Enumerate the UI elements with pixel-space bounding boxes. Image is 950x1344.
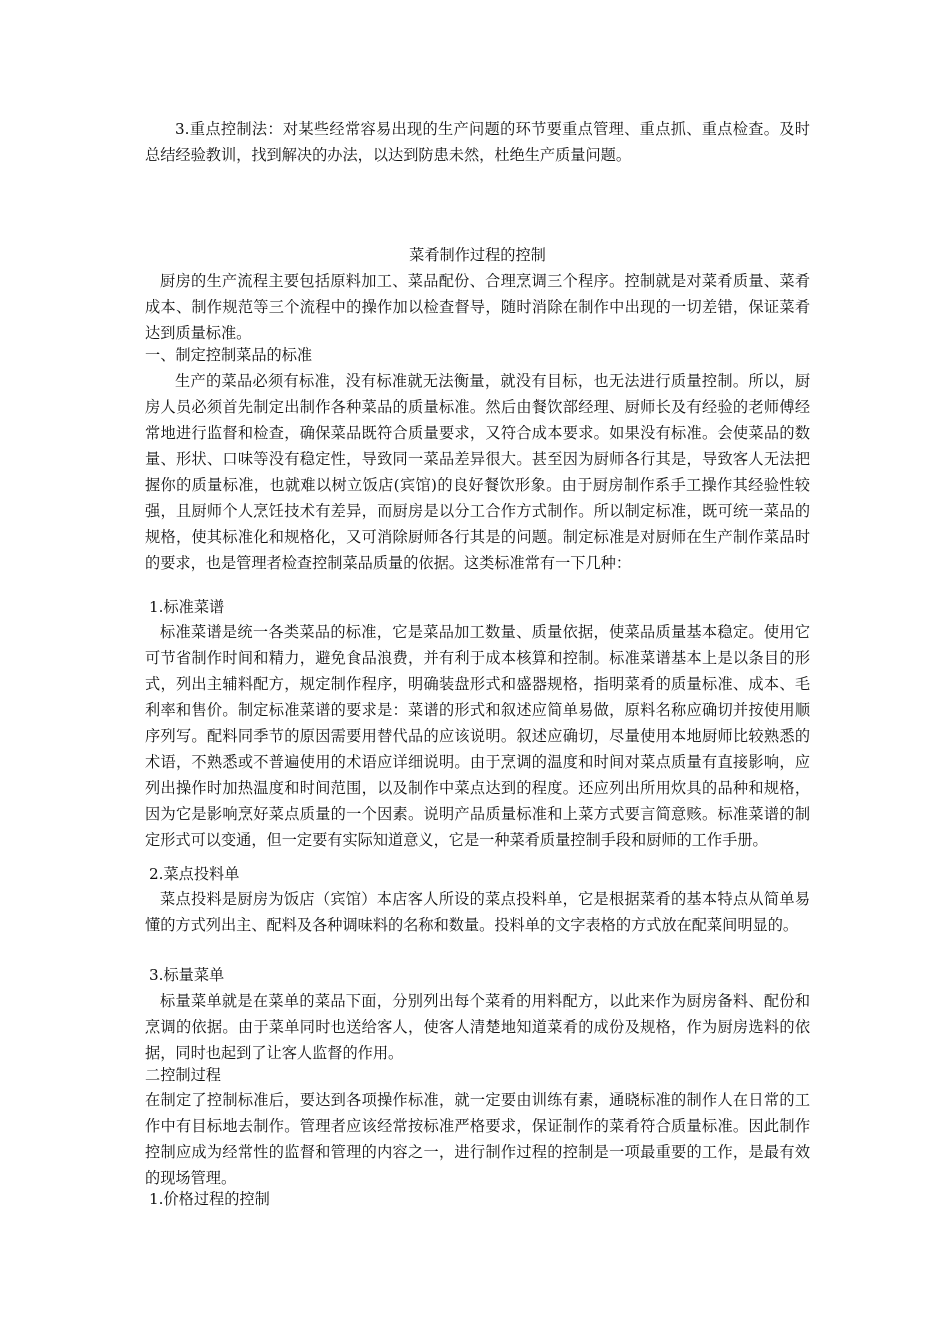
heading-ingredient-list: 2.菜点投料单: [149, 865, 240, 883]
paragraph-ingredient-list: 菜点投料是厨房为饭店（宾馆）本店客人所设的菜点投料单，它是根据菜肴的基本特点从简单易懂的方式列出主、配料及各种调味料的名称和数量。投料单的文字表格的方式放在配菜间明显的。: [145, 890, 810, 934]
paragraph-standards: 生产的菜品必须有标准，没有标准就无法衡量，就没有目标，也无法进行质量控制。所以，厨房人员必须首先制定出制作各种菜品的质量标准。然后由餐饮部经理、厨师长及有经验的老师傅经常地进行监督和检查，确保菜品既符合质量要求，又符合成本要求。如果没有标准。会使菜品的数量、形状、口味等没有稳定性，导致同一菜品差异很大。甚至因为厨师各行其是，导致客人无法把握你的质量标准，也就难以树立饭店(宾馆)的良好餐饮形象。由于厨房制作系手工操作其经验性较强，且厨师个人烹饪技术有差异，而厨房是以分工合作方式制作。所以制定标准，既可统一菜品的规格，使其标准化和规格化，又可消除厨师各行其是的问题。制定标准是对厨师在生产制作菜品时的要求，也是管理者检查控制菜品质量的依据。这类标准常有一下几种：: [145, 372, 810, 572]
heading-scaled-menu: 3.标量菜单: [149, 966, 225, 984]
heading-standards: 一、制定控制菜品的标准: [145, 346, 313, 364]
paragraph-overview: 厨房的生产流程主要包括原料加工、菜品配份、合理烹调三个程序。控制就是对菜肴质量、菜肴成本、制作规范等三个流程中的操作加以检查督导，随时消除在制作中出现的一切差错，保证菜肴达到质量标准。: [145, 272, 810, 342]
paragraph-key-control-method: 3.重点控制法：对某些经常容易出现的生产问题的环节要重点管理、重点抓、重点检查。及时总结经验教训，找到解决的办法，以达到防患未然，杜绝生产质量问题。: [145, 120, 810, 164]
paragraph-control-process: 在制定了控制标准后，要达到各项操作标准，就一定要由训练有素，通晓标准的制作人在日常的工作中有目标地去制作。管理者应该经常按标准严格要求，保证制作的菜肴符合质量标准。因此制作控制应成为经常性的监督和管理的内容之一，进行制作过程的控制是一项最重要的工作，是最有效的现场管理。: [145, 1091, 810, 1187]
paragraph-standard-recipe: 标准菜谱是统一各类菜品的标准，它是菜品加工数量、质量依据，使菜品质量基本稳定。使用它可节省制作时间和精力，避免食品浪费，并有利于成本核算和控制。标准菜谱基本上是以条目的形式，列出主辅料配方，规定制作程序，明确装盘形式和盛器规格，指明菜肴的质量标准、成本、毛利率和售价。制定标准菜谱的要求是：菜谱的形式和叙述应简单易做，原料名称应确切并按使用顺序列写。配料同季节的原因需要用替代品的应该说明。叙述应确切，尽量使用本地厨师比较熟悉的术语，不熟悉或不普遍使用的术语应详细说明。由于烹调的温度和时间对菜点质量有直接影响，应列出操作时加热温度和时间范围，以及制作中菜点达到的程度。还应列出所用炊具的品种和规格，因为它是影响烹好菜点质量的一个因素。说明产品质量标准和上菜方式要言简意赅。标准菜谱的制定形式可以变通，但一定要有实际知道意义，它是一种菜肴质量控制手段和厨师的工作手册。: [145, 623, 810, 849]
heading-control-process: 二控制过程: [145, 1066, 221, 1084]
section-title: 菜肴制作过程的控制: [409, 246, 546, 264]
heading-price-process-control: 1.价格过程的控制: [149, 1190, 270, 1208]
heading-standard-recipe: 1.标准菜谱: [149, 598, 225, 616]
paragraph-scaled-menu: 标量菜单就是在菜单的菜品下面，分别列出每个菜肴的用料配方，以此来作为厨房备料、配份和烹调的依据。由于菜单同时也送给客人，使客人清楚地知道菜肴的成份及规格，作为厨房选料的依据，同时也起到了让客人监督的作用。: [145, 992, 810, 1062]
